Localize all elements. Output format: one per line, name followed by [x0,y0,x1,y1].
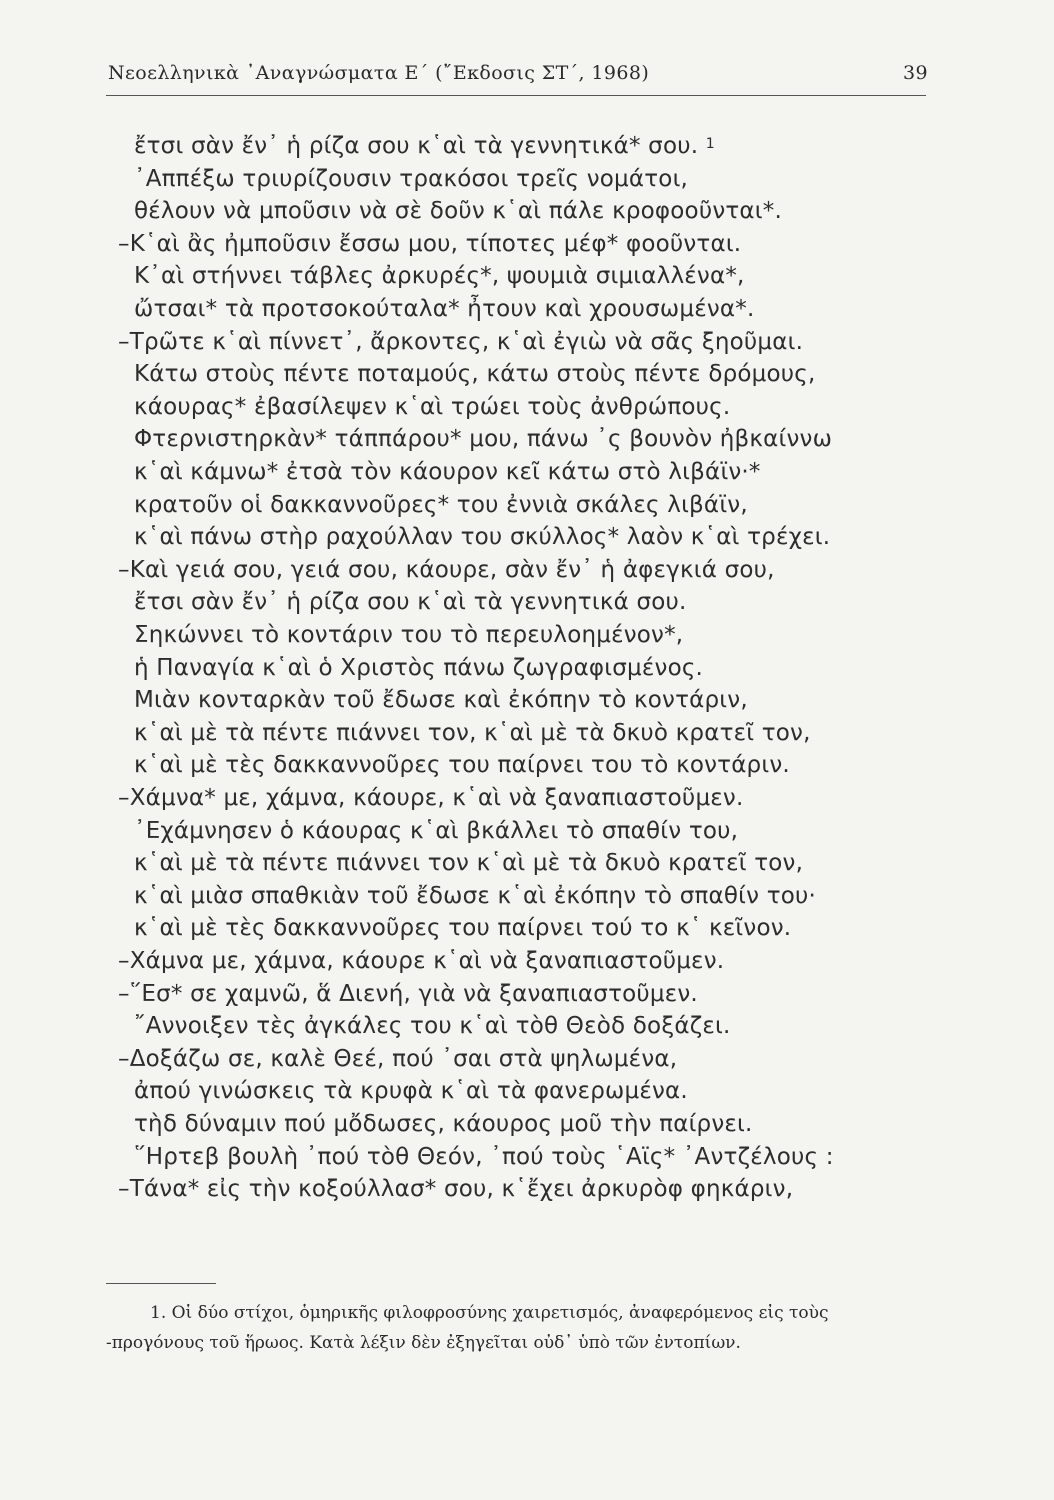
poem-line: –Χάμνα με, χάμνα, κάουρε κ῾αὶ νὰ ξαναπιαστοῦμεν. [118,948,725,974]
footnote-line-2: -προγόνους τοῦ ἥρωος. Κατὰ λέξιν δὲν ἐξηγεῖται οὐδ᾽ ὑπὸ τῶν ἐντοπίων. [106,1333,741,1353]
poem-line: ἡ Παναγία κ῾αὶ ὁ Χριστὸς πάνω ζωγραφισμένος. [134,654,704,681]
poem-line: κ῾αὶ μὲ τὰ πέντε πιάννει τον κ῾αὶ μὲ τὰ δκυὸ κρατεῖ τον, [134,850,804,877]
poem-line: τὴδ δύναμιν πού μὄδωσες, κάουρος μοῦ τὴν παίρνει. [134,1111,753,1137]
footnote [106,1298,931,1358]
poem-line: Μιὰν κονταρκὰν τοῦ ἔδωσε καὶ ἐκόπην τὸ κοντάριν, [134,687,748,714]
poem-line: κ῾αὶ μὲ τὲς δακκαννοῦρες του παίρνει τού το κ῾ κεῖνον. [134,915,792,942]
poem-line: –Τρῶτε κ῾αὶ πίννετ᾽, ἄρκοντες, κ῾αὶ ἐγιὼ νὰ σᾶς ξηοῦμαι. [118,328,804,355]
poem-line: θέλουν νὰ μποῦσιν νὰ σὲ δοῦν κ῾αὶ πάλε κροφοοῦνται*. [134,198,782,225]
running-head-title: Νεοελληνικὰ ᾽Αναγνώσματα Ε´ (῎Εκδοσις ΣΤ´, 1968) [108,62,650,84]
poem-line: ὤτσαι* τὰ προτσοκούταλα* ἦτουν καὶ χρουσωμένα*. [134,296,755,322]
running-head [108,62,928,92]
poem-line: κ῾αὶ μὲ τὰ πέντε πιάννει τον, κ῾αὶ μὲ τὰ δκυὸ κρατεῖ τον, [134,719,811,746]
poem-line: ᾽Εχάμνησεν ὁ κάουρας κ῾αὶ βκάλλει τὸ σπαθίν του, [134,817,739,844]
footnote-reference: 1 [705,136,715,152]
poem-line: Σηκώννει τὸ κοντάριν του τὸ περευλοημένον*, [134,622,684,648]
poem-line: ἔτσι σὰν ἔν᾽ ἡ ρίζα σου κ῾αὶ τὰ γεννητικά* σου. $^1$ [134,133,715,159]
poem-line: κρατοῦν οἱ δακκαννοῦρες* του ἐννιὰ σκάλες λιβάϊν, [134,491,748,518]
poem-line: Κ᾽αὶ στήννει τάβλες ἀρκυρές*, ψουμιὰ σιμιαλλένα*, [134,263,745,290]
poem-line: κ῾αὶ μὲ τὲς δακκαννοῦρες του παίρνει του τὸ κοντάριν. [134,752,790,779]
poem-line: κ῾αὶ κάμνω* ἐτσὰ τὸν κάουρον κεῖ κάτω στὸ λιβάϊν·* [134,459,761,485]
poem-line: Φτερνιστηρκὰν* τάππάρου* μου, πάνω ᾽ς βουνὸν ἠβκαίννω [134,426,833,453]
poem-line: Κάτω στοὺς πέντε ποταμούς, κάτω στοὺς πέντε δρόμους, [134,361,816,388]
poem-line: ᾽Αππέξω τριυρίζουσιν τρακόσοι τρεῖς νομάτοι, [134,165,689,192]
footnote-line-1: 1. Οἱ δύο στίχοι, ὁμηρικῆς φιλοφροσύνης χαιρετισμός, ἀναφερόμενος εἰς τοὺς [150,1303,829,1323]
page-number: 39 [903,62,928,84]
poem-line: –Κ῾αὶ ἂς ἠμποῦσιν ἔσσω μου, τίποτες μέφ* φοοῦνται. [118,230,742,257]
poem-line: ῎Αννοιξεν τὲς ἀγκάλες του κ῾αὶ τὸθ Θεὸδ δοξάζει. [134,1013,731,1040]
poem-line: –Χάμνα* με, χάμνα, κάουρε, κ῾αὶ νὰ ξαναπιαστοῦμεν. [118,785,744,811]
poem-line: –Τάνα* εἰς τὴν κοξούλλασ* σου, κ῾ἔχει ἀρκυρὸφ φηκάριν, [118,1176,794,1203]
poem-line: ἀπού γινώσκεις τὰ κρυφὰ κ῾αὶ τὰ φανερωμένα. [134,1078,688,1105]
poem-line: ἔτσι σὰν ἔν᾽ ἡ ρίζα σου κ῾αὶ τὰ γεννητικά σου. [134,589,687,616]
poem-line: –Δοξάζω σε, καλὲ Θεέ, πού ᾽σαι στὰ ψηλωμένα, [118,1045,678,1072]
poem-line: κ῾αὶ μιὰσ σπαθκιὰν τοῦ ἔδωσε κ῾αὶ ἐκόπην τὸ σπαθίν του· [134,882,817,909]
footnote-rule [106,1283,216,1284]
poem-line: κ῾αὶ πάνω στὴρ ραχούλλαν του σκύλλος* λαὸν κ῾αὶ τρέχει. [134,524,831,551]
header-rule [106,95,926,96]
poem-line: ῞Ηρτεβ βουλὴ ᾽πού τὸθ Θεόν, ᾽πού τοὺς ῾Αϊς* ᾽Αντζέλους : [134,1143,834,1170]
poem-line: –Καὶ γειά σου, γειά σου, κάουρε, σὰν ἔν᾽ ἡ ἀφεγκιά σου, [118,556,775,583]
poem-line: –῞Εσ* σε χαμνῶ, ἅ Διενή, γιὰ νὰ ξαναπιαστοῦμεν. [118,980,698,1007]
poem-line: κάουρας* ἐβασίλεψεν κ῾αὶ τρώει τοὺς ἀνθρώπους. [134,393,731,420]
